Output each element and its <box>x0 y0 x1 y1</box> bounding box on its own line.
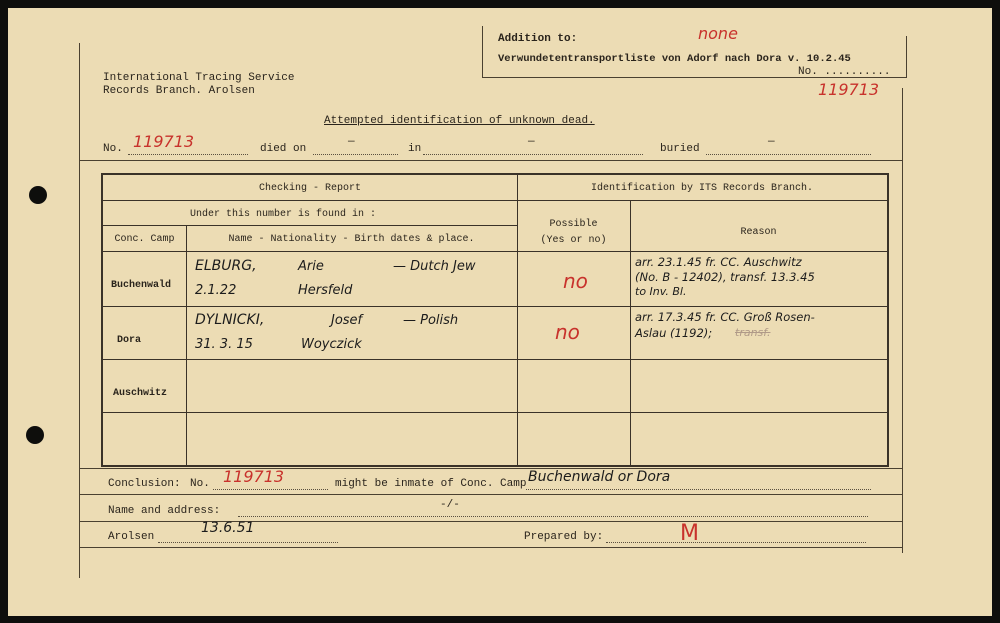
line-header-bottom <box>103 251 887 252</box>
left-margin-line <box>79 43 80 578</box>
line-identification <box>517 200 887 201</box>
table-row-3-camp: Auschwitz <box>113 388 168 399</box>
identification-table <box>101 173 889 467</box>
conclusion-no-value: 119713 <box>223 467 285 486</box>
table-row-1-birthplace: Hersfeld <box>298 283 353 298</box>
record-card <box>8 8 992 616</box>
prepared-by-dots <box>606 542 866 543</box>
table-row-2-camp: Dora <box>117 335 142 346</box>
conclusion-camp-value: Buchenwald or Dora <box>528 469 671 485</box>
table-row-1-reason-1: arr. 23.1.45 fr. CC. Auschwitz <box>635 255 802 269</box>
punch-hole-bottom <box>26 426 44 444</box>
table-row-2-reason-3: transf. <box>735 326 771 339</box>
header-no-value: 119713 <box>818 80 880 99</box>
prepared-by-value: M <box>680 521 699 546</box>
in-dots <box>423 154 643 155</box>
in-value: — <box>528 136 535 148</box>
buried-value: — <box>768 136 775 148</box>
place-label: Arolsen <box>108 531 155 543</box>
buried-label: buried <box>660 143 700 155</box>
name-column-header: Name - Nationality - Birth dates & place. <box>228 234 475 245</box>
table-row-2-firstname: Josef <box>331 313 363 328</box>
prepared-by-label: Prepared by: <box>524 531 604 543</box>
right-margin-line <box>902 88 903 553</box>
addition-box-right <box>906 36 907 78</box>
page-title: Attempted identification of unknown dead. <box>324 115 595 127</box>
conclusion-label: Conclusion: <box>108 478 181 490</box>
table-row-1-reason-2: (No. B - 12402), transf. 13.3.45 <box>635 270 815 284</box>
record-no-dots <box>128 154 248 155</box>
possible-header: Possible <box>549 219 598 230</box>
org-line-2: Records Branch. Arolsen <box>103 85 255 97</box>
line-row-1 <box>103 306 887 307</box>
name-address-dots <box>238 516 868 517</box>
reason-header: Reason <box>740 227 777 238</box>
record-line-rule <box>79 160 903 161</box>
addition-label: Addition to: <box>498 33 578 45</box>
line-row-3 <box>103 412 887 413</box>
addition-box-left <box>482 26 483 78</box>
under-number-header: Under this number is found in : <box>189 209 377 220</box>
table-row-1-reason-3: to Inv. Bl. <box>635 285 687 298</box>
conclusion-no-label: No. <box>190 478 210 490</box>
table-row-1-possible: no <box>563 269 588 293</box>
date-dots <box>158 542 338 543</box>
record-no-value: 119713 <box>133 132 195 151</box>
table-row-1-nationality: — Dutch Jew <box>393 259 476 274</box>
table-row-2-reason-1: arr. 17.3.45 fr. CC. Groß Rosen- <box>635 310 815 324</box>
table-row-2-birthplace: Woyczick <box>301 337 362 352</box>
camp-column-header: Conc. Camp <box>114 234 175 245</box>
table-row-2-surname: DYLNICKI, <box>195 312 265 328</box>
died-on-dots <box>313 154 398 155</box>
footer-rule <box>79 547 903 548</box>
name-address-value: -/- <box>440 499 460 511</box>
in-label: in <box>408 143 422 155</box>
died-on-label: died on <box>260 143 307 155</box>
divider-camp <box>186 225 187 465</box>
table-row-1-camp: Buchenwald <box>111 280 172 291</box>
died-on-value: — <box>348 136 355 148</box>
table-row-2-nationality: — Polish <box>403 313 459 328</box>
table-row-2-reason-2: Aslau (1192); <box>635 326 713 340</box>
conclusion-rule-top <box>79 468 903 469</box>
punch-hole-top <box>29 186 47 204</box>
identification-header: Identification by ITS Records Branch. <box>590 183 814 194</box>
conclusion-no-dots <box>213 489 328 490</box>
table-row-1-firstname: Arie <box>298 259 324 274</box>
org-line-1: International Tracing Service <box>103 72 295 84</box>
possible-header-sub: (Yes or no) <box>540 235 607 246</box>
line-row-2 <box>103 359 887 360</box>
header-no-label: No. .......... <box>798 66 891 78</box>
buried-dots <box>706 154 871 155</box>
name-address-label: Name and address: <box>108 505 221 517</box>
table-row-2-birthdate: 31. 3. 15 <box>195 337 253 352</box>
table-row-1-surname: ELBURG, <box>195 258 257 274</box>
divider-reason <box>630 200 631 465</box>
table-row-2-possible: no <box>555 320 580 344</box>
conclusion-rule-bottom <box>79 494 903 495</box>
record-no-label: No. <box>103 143 123 155</box>
addition-value: none <box>698 24 738 43</box>
date-value: 13.6.51 <box>201 520 255 536</box>
conclusion-camp-dots <box>526 489 871 490</box>
table-row-1-birthdate: 2.1.22 <box>195 283 237 298</box>
line-checking <box>103 200 517 201</box>
checking-report-header: Checking - Report <box>258 183 362 194</box>
line-under <box>103 225 517 226</box>
transport-list-title: Verwundetentransportliste von Adorf nach Dora v. 10.2.45 <box>498 53 851 65</box>
conclusion-middle-text: might be inmate of Conc. Camp <box>335 478 527 490</box>
